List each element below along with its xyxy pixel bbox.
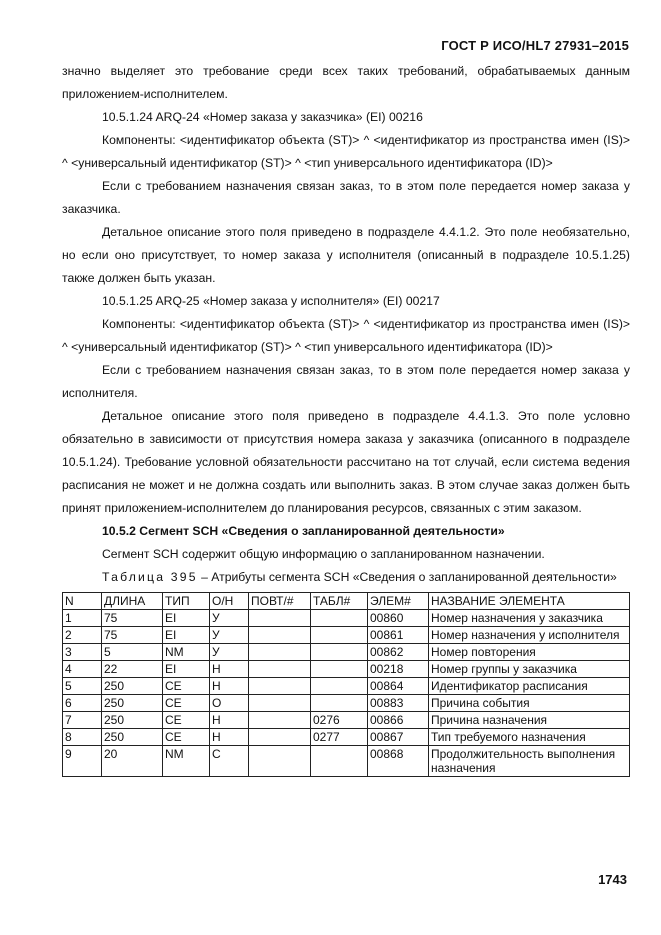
table-cell: 00862 [368,644,429,661]
table-cell: Н [210,678,249,695]
column-header: ДЛИНА [102,593,163,610]
table-cell: 00861 [368,627,429,644]
table-cell: CE [163,695,210,712]
table-row [63,610,630,627]
table-cell [311,644,368,661]
column-header: ТАБЛ# [311,593,368,610]
section-heading-10-5-1-25: 10.5.1.25 ARQ-25 «Номер заказа у исполнителя» (EI) 00217 [102,294,440,308]
table-cell: У [210,644,249,661]
table-row [63,746,630,777]
table-cell [311,610,368,627]
table-cell: Номер назначения у заказчика [429,610,630,627]
paragraph: Если с требованием назначения связан заказ, то в этом поле передается номер заказа у исполнителя. [62,363,630,400]
table-cell: 250 [102,729,163,746]
table-cell [311,627,368,644]
table-cell: 00866 [368,712,429,729]
section-heading-10-5-1-24: 10.5.1.24 ARQ-24 «Номер заказа у заказчика» (EI) 00216 [102,110,423,124]
table-caption-label: Таблица 395 [102,570,198,584]
table-row [63,644,630,661]
table-cell: 8 [63,729,102,746]
table-cell: CE [163,712,210,729]
section-heading-10-5-2: 10.5.2 Сегмент SCH «Сведения о запланированной деятельности» [102,524,505,538]
table-cell: 00867 [368,729,429,746]
table-cell: 1 [63,610,102,627]
table-cell: EI [163,627,210,644]
table-cell: Н [210,712,249,729]
table-cell: 9 [63,746,102,777]
table-cell: CE [163,729,210,746]
table-cell [311,678,368,695]
table-cell: Н [210,729,249,746]
table-row [63,695,630,712]
paragraph: Если с требованием назначения связан заказ, то в этом поле передается номер заказа у заказчика. [62,179,630,216]
table-cell: 2 [63,627,102,644]
column-header: О/Н [210,593,249,610]
table-cell [249,610,311,627]
table-cell: 75 [102,610,163,627]
table-cell: 5 [63,678,102,695]
column-header: ЭЛЕМ# [368,593,429,610]
table-cell: NM [163,746,210,777]
table-cell: 22 [102,661,163,678]
table-cell: 3 [63,644,102,661]
page-number: 1743 [598,872,627,887]
column-header: НАЗВАНИЕ ЭЛЕМЕНТА [429,593,630,610]
attributes-table [62,592,630,777]
table-cell: Номер назначения у исполнителя [429,627,630,644]
table-cell: Номер повторения [429,644,630,661]
table-cell [311,746,368,777]
table-cell: 250 [102,712,163,729]
table-cell [249,644,311,661]
table-cell [249,729,311,746]
table-cell: 5 [102,644,163,661]
column-header: ТИП [163,593,210,610]
table-cell: 0277 [311,729,368,746]
table-cell: 0276 [311,712,368,729]
table-cell: Н [210,661,249,678]
table-cell [311,661,368,678]
table-cell: 00868 [368,746,429,777]
table-cell: С [210,746,249,777]
table-body [63,610,630,777]
table-cell: Идентификатор расписания [429,678,630,695]
table-row [63,627,630,644]
table-cell: Тип требуемого назначения [429,729,630,746]
components-paragraph: Компоненты: <идентификатор объекта (ST)> ^ <идентификатор из пространства имен (IS)> ^ <универсальный идентификатор (ST)> ^ <тип универсального идентификатора (ID)> [62,133,630,170]
document-body [62,60,630,777]
table-cell: 7 [63,712,102,729]
table-row [63,712,630,729]
column-header: ПОВТ/# [249,593,311,610]
table-cell: 75 [102,627,163,644]
table-cell: 250 [102,678,163,695]
table-cell [249,661,311,678]
table-cell: Номер группы у заказчика [429,661,630,678]
table-cell: 250 [102,695,163,712]
paragraph: Сегмент SCH содержит общую информацию о запланированном назначении. [102,547,545,561]
table-caption [62,566,630,589]
table-cell: Продолжительность выполнения назначения [429,746,630,777]
column-header: N [63,593,102,610]
table-cell: NM [163,644,210,661]
table-cell [249,712,311,729]
table-row [63,661,630,678]
table-cell: 4 [63,661,102,678]
table-cell [249,627,311,644]
table-cell: CE [163,678,210,695]
table-cell: EI [163,610,210,627]
table-cell: EI [163,661,210,678]
table-header-row [63,593,630,610]
document-header: ГОСТ Р ИСО/HL7 27931–2015 [441,38,629,53]
paragraph: Детальное описание этого поля приведено в подразделе 4.4.1.2. Это поле необязательно, но если оно присутствует, то номер заказа у исполнителя (описанный в подразделе 10.5.1.25) также должен быть указан. [62,225,630,285]
table-cell: 00883 [368,695,429,712]
table-cell: У [210,627,249,644]
table-cell: 00218 [368,661,429,678]
paragraph: Детальное описание этого поля приведено в подразделе 4.4.1.3. Это поле условно обязательно в зависимости от присутствия номера заказа у заказчика (описанного в подразделе 10.5.1.24). Требование условной обязательности рассчитано на тот случай, если система ведения расписания не может и не должна создать или выполнить заказ. В этом случае заказ должен быть принят приложением-исполнителем до планирования ресурсов, связанных с этим заказом. [62,409,630,515]
table-cell: Причина назначения [429,712,630,729]
table-row [63,729,630,746]
components-paragraph: Компоненты: <идентификатор объекта (ST)> ^ <идентификатор из пространства имен (IS)> ^ <универсальный идентификатор (ST)> ^ <тип универсального идентификатора (ID)> [62,317,630,354]
table-cell: 6 [63,695,102,712]
table-cell: 00860 [368,610,429,627]
table-caption-text: – Атрибуты сегмента SCH «Сведения о запланированной деятельности» [197,570,617,584]
table-cell: У [210,610,249,627]
table-cell: 00864 [368,678,429,695]
table-cell: 20 [102,746,163,777]
table-cell: Причина события [429,695,630,712]
table-cell [249,678,311,695]
table-row [63,678,630,695]
table-cell [311,695,368,712]
table-cell [249,695,311,712]
table-cell: О [210,695,249,712]
table-cell [249,746,311,777]
paragraph-continuation: значно выделяет это требование среди всех таких требований, обрабатываемых данным приложением-исполнителем. [62,64,630,101]
